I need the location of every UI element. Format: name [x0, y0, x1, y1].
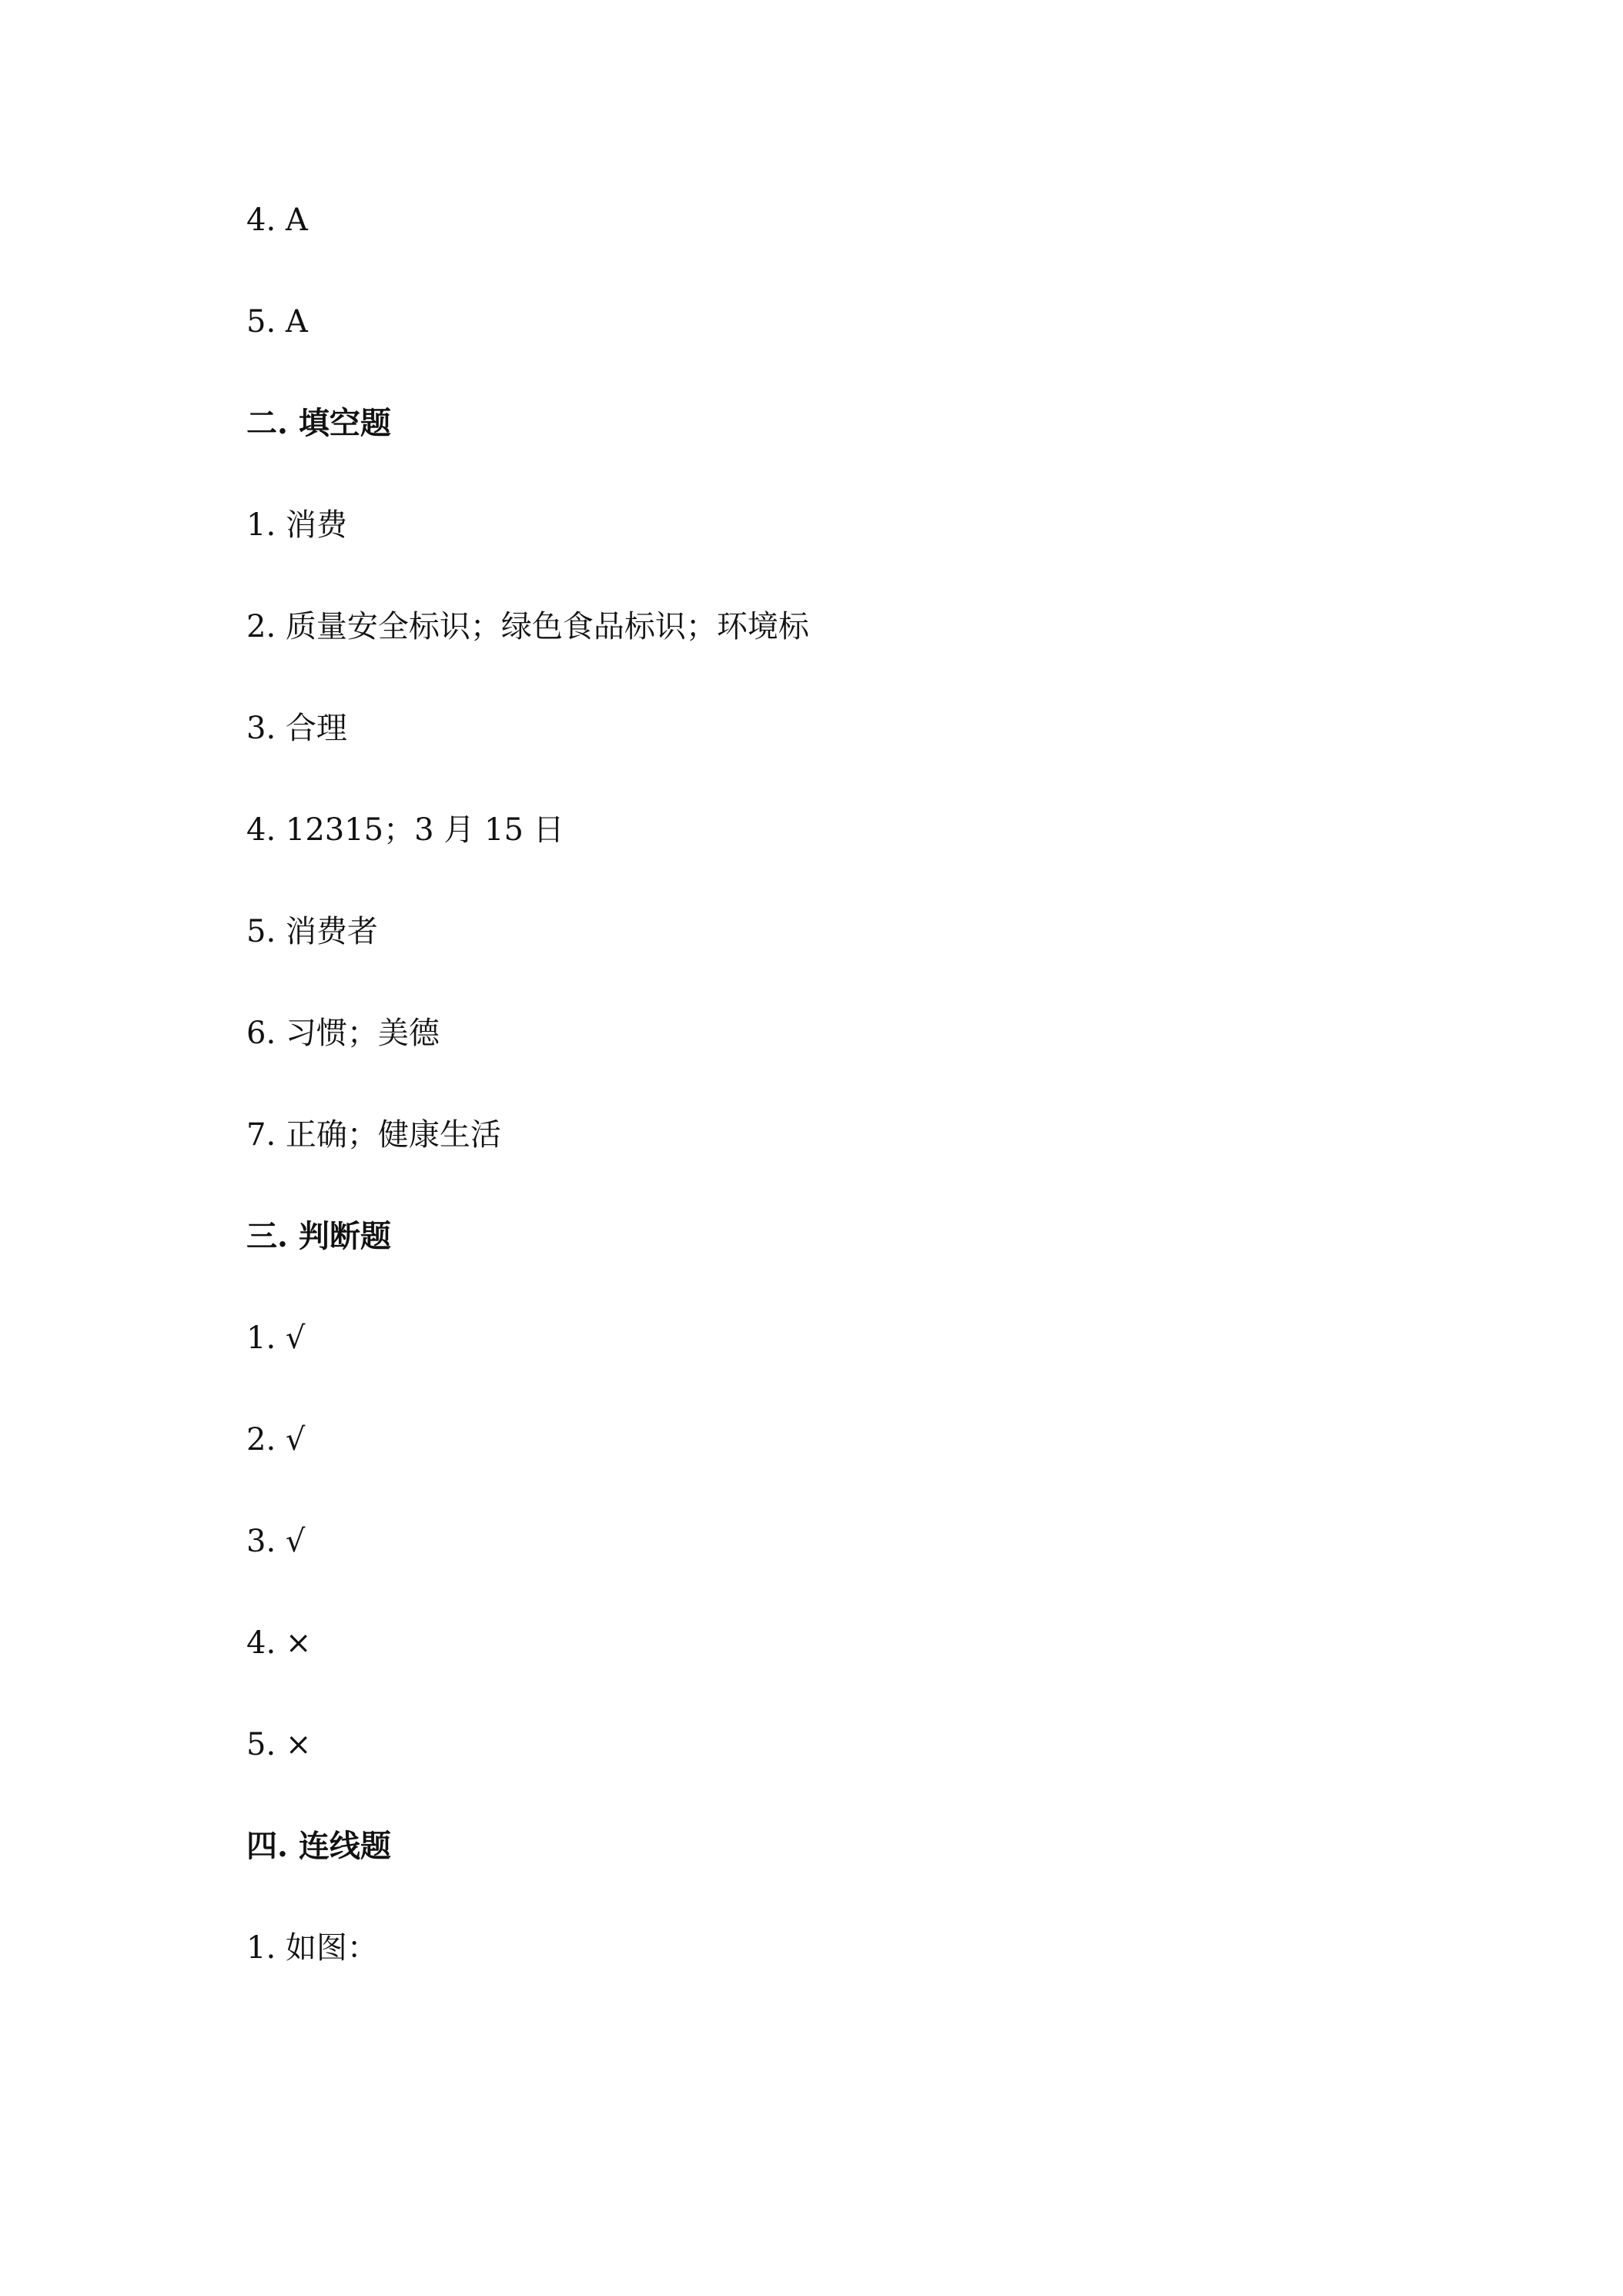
answer-line: 3. 合理 — [246, 711, 347, 746]
answer-line: 5. 消费者 — [246, 914, 378, 949]
section-heading-matching: 四. 连线题 — [246, 1828, 391, 1864]
answer-line: 1. √ — [246, 1320, 306, 1356]
answer-line: 4. A — [246, 202, 308, 238]
answer-line: 7. 正确；健康生活 — [246, 1117, 501, 1153]
answer-line: 2. √ — [246, 1422, 306, 1458]
answer-line: 6. 习惯；美德 — [246, 1016, 440, 1051]
answer-line: 1. 如图： — [246, 1930, 378, 1966]
answer-line: 2. 质量安全标识；绿色食品标识；环境标 — [246, 609, 809, 644]
section-heading-fill-in-blank: 二. 填空题 — [246, 405, 391, 441]
answer-line: 1. 消费 — [246, 507, 347, 543]
answer-line: 5. × — [246, 1727, 312, 1762]
answer-line: 5. A — [246, 304, 308, 340]
answer-line: 4. 12315；3 月 15 日 — [246, 812, 564, 848]
answer-line: 3. √ — [246, 1524, 306, 1559]
section-heading-true-false: 三. 判断题 — [246, 1218, 391, 1254]
answer-line: 4. × — [246, 1625, 312, 1661]
